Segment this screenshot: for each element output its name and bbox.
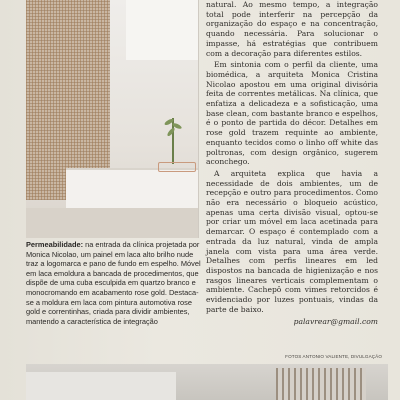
- bottom-photo-divider: [276, 368, 366, 400]
- bottom-photo-wall: [26, 372, 176, 400]
- article-column: [206, 0, 378, 326]
- photo-credit: FOTOS ANTONIO VALIENTE, DIVULGAÇÃO: [285, 354, 382, 359]
- rose-gold-tray: [158, 162, 196, 172]
- bottom-photo: [26, 364, 388, 400]
- clinic-photo: [26, 0, 199, 238]
- counter-base: [26, 208, 198, 238]
- caption-body: na entrada da clínica projetada por Monica Nicolao, um painel em laca alto brilho nude traz a logomarca e pano de fundo em espelho. Móvel em laca emoldura a bancada de procedimentos, que dispõe de uma cuba esculpida em quartzo branco e monocromando em acabamento rose gold. Destaca-se a moldura em laca com pintura automotiva rose gold e correntinhas, criada para dividir ambientes, mantendo a característica de integração: [26, 240, 201, 326]
- procedure-counter: [66, 168, 198, 210]
- plant-leaf: [166, 127, 175, 137]
- paragraph-3: A arquiteta explica que havia a necessidade de dois ambientes, um de recepção e outro para procedimentos. Como não era necessário o bloqueio acústico, apenas uma certa divisão visual, optou-se por criar um móvel em laca acetinada para demarcar. O espaço é contemplado com a entrada da luz natural, vinda de ampla janela com vista para uma área verde. Detalhes com perfis lineares em led dispostos na bancada de higienização e nos rasgos lineares verticais complementam o ambiente. Cachepô com vimes retorcidos é evidenciado por luzes pontuais, vindas da parte de baixo.: [206, 168, 378, 314]
- caption-lead: Permeabilidade:: [26, 240, 84, 249]
- author-email: palavrear@gmail.com: [293, 316, 378, 326]
- photo-window: [126, 0, 198, 60]
- paragraph-2: Em sintonia com o perfil da cliente, uma biomédica, a arquiteta Monica Cristina Nicolao apostou em uma original divisória feita de correntes metálicas. Na clínica, que enfatiza a delicadeza e a sofisticação, uma base clean, com bastante branco e espelhos, é o ponto de partida do décor. Detalhes em rose gold trazem requinte ao ambiente, enquanto tecidos como o linho off white das poltronas, com design orgânico, sugerem aconchego.: [206, 60, 378, 167]
- paragraph-1: natural. Ao mesmo tempo, a integração total pode interferir na percepção da organização do espaço e na concentração, quando necessária. Para solucionar o impasse, há estratégias que contribuem com a decoração para diferentes estilos.: [206, 0, 378, 58]
- photo-caption: [26, 240, 202, 326]
